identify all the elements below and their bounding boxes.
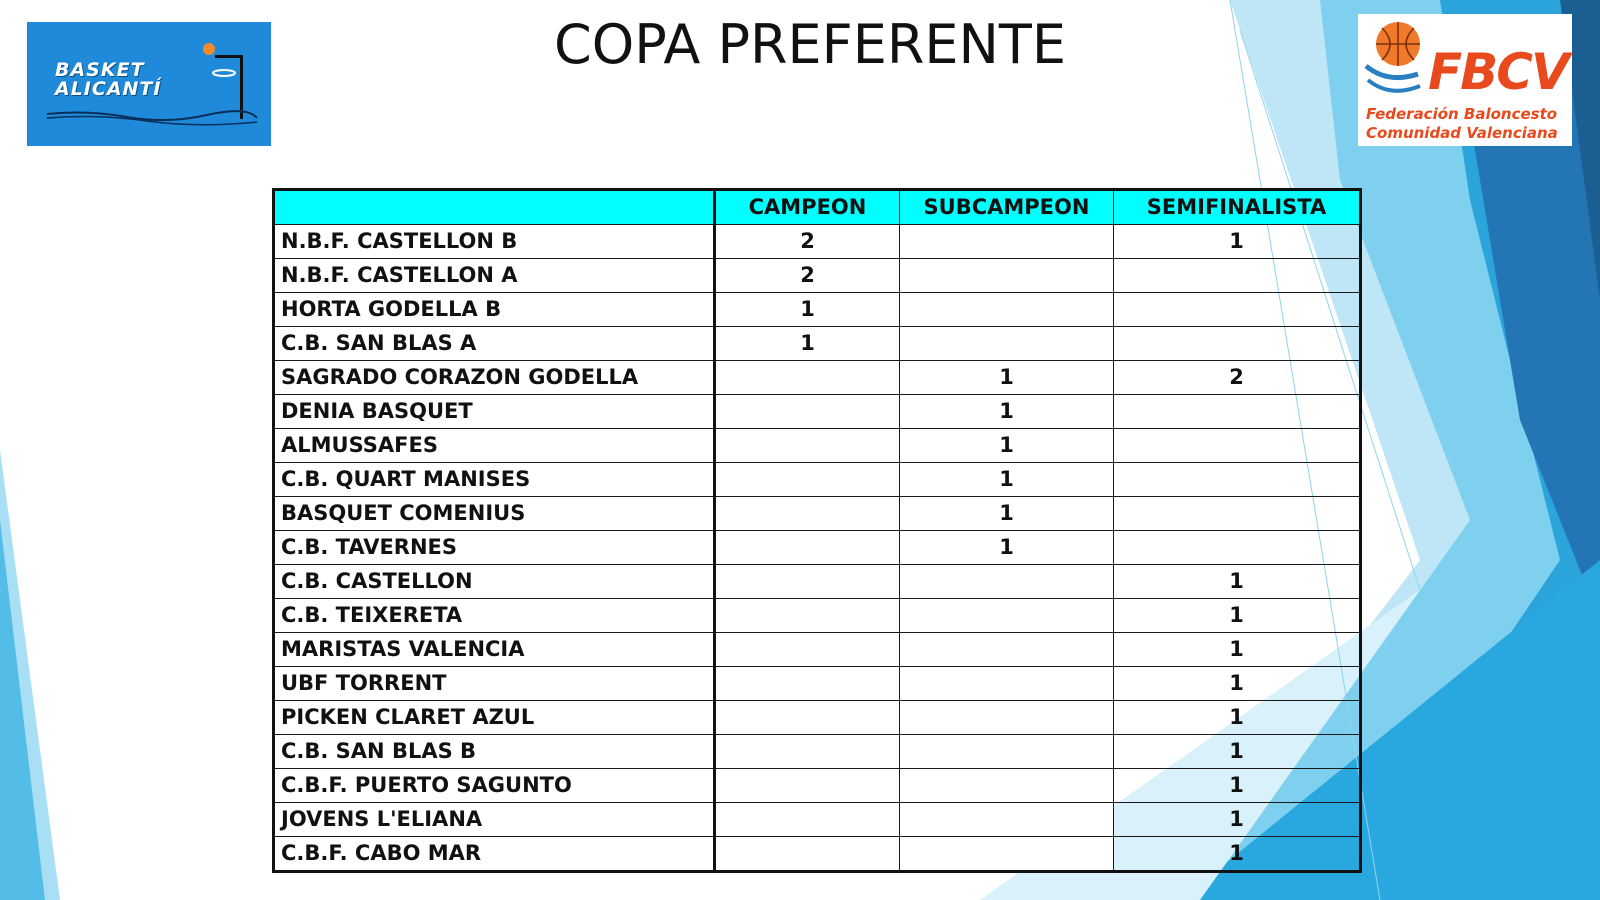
subcampeon-cell	[900, 837, 1114, 872]
subcampeon-cell	[900, 565, 1114, 599]
semifinalista-cell: 1	[1114, 701, 1361, 735]
table-row	[274, 497, 1361, 531]
campeon-cell	[715, 429, 900, 463]
campeon-cell	[715, 531, 900, 565]
subcampeon-cell: 1	[900, 395, 1114, 429]
table-body	[274, 225, 1361, 872]
subcampeon-cell	[900, 667, 1114, 701]
header-semifinalista: SEMIFINALISTA	[1114, 190, 1361, 225]
fbcv-logo	[1358, 14, 1572, 146]
subcampeon-cell	[900, 803, 1114, 837]
table-row	[274, 735, 1361, 769]
campeon-cell	[715, 633, 900, 667]
semifinalista-cell: 1	[1114, 599, 1361, 633]
subcampeon-cell: 1	[900, 429, 1114, 463]
semifinalista-cell	[1114, 327, 1361, 361]
team-name-cell: N.B.F. CASTELLON A	[274, 259, 715, 293]
semifinalista-cell: 1	[1114, 667, 1361, 701]
table-row	[274, 633, 1361, 667]
table-row	[274, 463, 1361, 497]
team-name-cell: SAGRADO CORAZON GODELLA	[274, 361, 715, 395]
campeon-cell	[715, 667, 900, 701]
subcampeon-cell	[900, 769, 1114, 803]
page-title: COPA PREFERENTE	[554, 13, 1066, 76]
campeon-cell	[715, 565, 900, 599]
semifinalista-cell	[1114, 531, 1361, 565]
table-row	[274, 225, 1361, 259]
semifinalista-cell	[1114, 259, 1361, 293]
team-name-cell: ALMUSSAFES	[274, 429, 715, 463]
results-table	[272, 188, 1362, 873]
subcampeon-cell	[900, 259, 1114, 293]
table-row	[274, 769, 1361, 803]
campeon-cell	[715, 837, 900, 872]
semifinalista-cell	[1114, 293, 1361, 327]
basket-alicanti-logo	[27, 22, 271, 146]
semifinalista-cell: 1	[1114, 803, 1361, 837]
team-name-cell: C.B.F. CABO MAR	[274, 837, 715, 872]
campeon-cell: 2	[715, 225, 900, 259]
table-row	[274, 803, 1361, 837]
logo-left-line2: ALICANTÍ	[55, 78, 162, 100]
subcampeon-cell: 1	[900, 497, 1114, 531]
campeon-cell	[715, 599, 900, 633]
team-name-cell: UBF TORRENT	[274, 667, 715, 701]
team-name-cell: N.B.F. CASTELLON B	[274, 225, 715, 259]
semifinalista-cell	[1114, 497, 1361, 531]
subcampeon-cell: 1	[900, 531, 1114, 565]
semifinalista-cell: 1	[1114, 769, 1361, 803]
campeon-cell	[715, 463, 900, 497]
team-name-cell: C.B. SAN BLAS A	[274, 327, 715, 361]
campeon-cell	[715, 735, 900, 769]
subcampeon-cell	[900, 293, 1114, 327]
campeon-cell: 1	[715, 293, 900, 327]
header-campeon: CAMPEON	[715, 190, 900, 225]
semifinalista-cell: 1	[1114, 225, 1361, 259]
table-row	[274, 531, 1361, 565]
semifinalista-cell	[1114, 463, 1361, 497]
subcampeon-cell	[900, 701, 1114, 735]
campeon-cell	[715, 803, 900, 837]
semifinalista-cell: 1	[1114, 837, 1361, 872]
team-name-cell: JOVENS L'ELIANA	[274, 803, 715, 837]
subcampeon-cell	[900, 633, 1114, 667]
semifinalista-cell	[1114, 395, 1361, 429]
team-name-cell: MARISTAS VALENCIA	[274, 633, 715, 667]
semifinalista-cell: 1	[1114, 633, 1361, 667]
team-name-cell: C.B. CASTELLON	[274, 565, 715, 599]
table-header-row	[274, 190, 1361, 225]
campeon-cell	[715, 361, 900, 395]
subcampeon-cell	[900, 735, 1114, 769]
table-row	[274, 361, 1361, 395]
semifinalista-cell: 1	[1114, 565, 1361, 599]
team-name-cell: C.B. SAN BLAS B	[274, 735, 715, 769]
table-row	[274, 701, 1361, 735]
table-row	[274, 259, 1361, 293]
subcampeon-cell: 1	[900, 361, 1114, 395]
table-row	[274, 599, 1361, 633]
table-row	[274, 837, 1361, 872]
bg-shape-left-dark	[0, 520, 45, 900]
team-name-cell: C.B. TEIXERETA	[274, 599, 715, 633]
subcampeon-cell	[900, 599, 1114, 633]
team-name-cell: BASQUET COMENIUS	[274, 497, 715, 531]
campeon-cell	[715, 497, 900, 531]
logo-left-line1: BASKET	[55, 59, 145, 81]
semifinalista-cell: 2	[1114, 361, 1361, 395]
basketball-icon	[203, 43, 215, 55]
table-row	[274, 667, 1361, 701]
header-team	[274, 190, 715, 225]
table-row	[274, 395, 1361, 429]
team-name-cell: DENIA BASQUET	[274, 395, 715, 429]
campeon-cell: 2	[715, 259, 900, 293]
subcampeon-cell: 1	[900, 463, 1114, 497]
fbcv-line1: Federación Baloncesto	[1366, 105, 1558, 123]
subcampeon-cell	[900, 225, 1114, 259]
team-name-cell: PICKEN CLARET AZUL	[274, 701, 715, 735]
team-name-cell: C.B. TAVERNES	[274, 531, 715, 565]
fbcv-acronym: FBCV	[1428, 43, 1568, 101]
campeon-cell	[715, 769, 900, 803]
team-name-cell: C.B. QUART MANISES	[274, 463, 715, 497]
table-row	[274, 429, 1361, 463]
table-row	[274, 327, 1361, 361]
team-name-cell: C.B.F. PUERTO SAGUNTO	[274, 769, 715, 803]
campeon-cell	[715, 701, 900, 735]
campeon-cell	[715, 395, 900, 429]
table-row	[274, 565, 1361, 599]
campeon-cell: 1	[715, 327, 900, 361]
table-row	[274, 293, 1361, 327]
header-subcampeon: SUBCAMPEON	[900, 190, 1114, 225]
team-name-cell: HORTA GODELLA B	[274, 293, 715, 327]
semifinalista-cell: 1	[1114, 735, 1361, 769]
fbcv-line2: Comunidad Valenciana	[1366, 124, 1558, 142]
subcampeon-cell	[900, 327, 1114, 361]
semifinalista-cell	[1114, 429, 1361, 463]
